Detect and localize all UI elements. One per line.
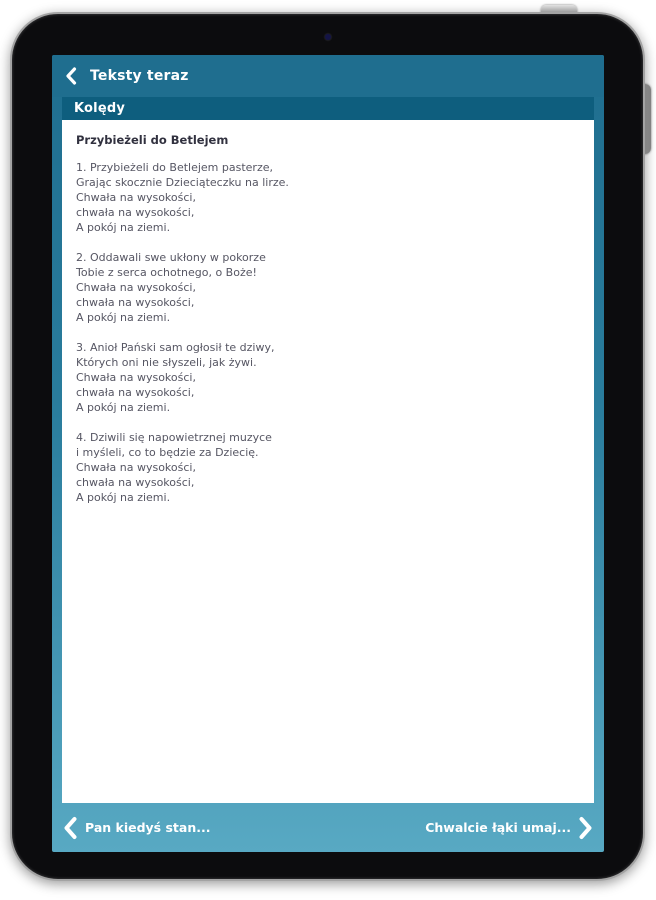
bottom-nav [52, 803, 604, 852]
lyric-line: chwała na wysokości, [76, 206, 195, 219]
category-label: Kolędy [74, 101, 126, 116]
lyric-line: 3. Anioł Pański sam ogłosił te dziwy, [76, 341, 275, 354]
verse-3 [76, 340, 580, 415]
next-song-button[interactable] [425, 816, 593, 840]
tablet-device [10, 12, 645, 881]
lyric-line: A pokój na ziemi. [76, 401, 171, 414]
verse-2 [76, 250, 580, 325]
lyric-line: Tobie z serca ochotnego, o Boże! [76, 266, 257, 279]
lyrics-card [62, 120, 594, 803]
lyric-line: 1. Przybieżeli do Betlejem pasterze, [76, 161, 273, 174]
song-title: Przybieżeli do Betlejem [76, 133, 229, 147]
front-camera [325, 34, 331, 40]
lyric-line: Chwała na wysokości, [76, 281, 196, 294]
lyric-line: chwała na wysokości, [76, 386, 195, 399]
prev-song-label: Pan kiedyś stan... [85, 820, 211, 835]
category-bar [62, 97, 594, 120]
lyric-line: 4. Dziwili się napowietrznej muzyce [76, 431, 272, 444]
lyric-line: Chwała na wysokości, [76, 461, 196, 474]
verse-1 [76, 160, 580, 235]
lyric-line: A pokój na ziemi. [76, 491, 171, 504]
lyric-line: Których oni nie słyszeli, jak żywi. [76, 356, 257, 369]
chevron-left-icon [63, 816, 77, 840]
lyric-line: A pokój na ziemi. [76, 311, 171, 324]
lyric-line: Chwała na wysokości, [76, 371, 196, 384]
back-button[interactable] [65, 67, 77, 85]
lyric-line: Grając skocznie Dzieciąteczku na lirze. [76, 176, 289, 189]
lyric-line: i myśleli, co to będzie za Dziecię. [76, 446, 259, 459]
app-header [52, 55, 604, 97]
app-title: Teksty teraz [90, 68, 189, 84]
lyric-line: chwała na wysokości, [76, 476, 195, 489]
next-song-label: Chwalcie łąki umaj... [425, 820, 571, 835]
app-screen [52, 55, 604, 852]
lyric-line: Chwała na wysokości, [76, 191, 196, 204]
lyric-line: 2. Oddawali swe ukłony w pokorze [76, 251, 266, 264]
chevron-left-icon [65, 67, 77, 85]
verse-4 [76, 430, 580, 505]
lyric-line: A pokój na ziemi. [76, 221, 171, 234]
chevron-right-icon [579, 816, 593, 840]
lyric-line: chwała na wysokości, [76, 296, 195, 309]
prev-song-button[interactable] [63, 816, 210, 840]
